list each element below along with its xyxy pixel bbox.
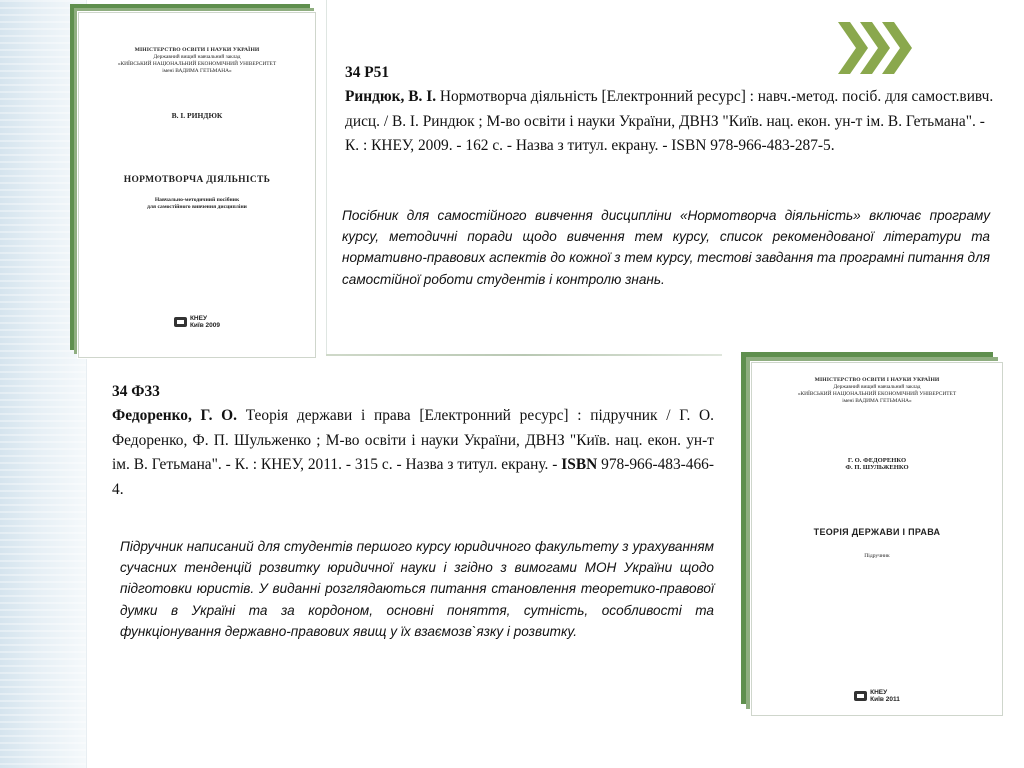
cover-author: В. І. РИНДЮК	[171, 111, 223, 120]
book1-annotation: Посібник для самостійного вивчення дисципліни «Нормотворча діяльність» включає програму курсу, методичні поради щодо вивчення тем курсу, список рекомендованої літератури та нормативно-правових аспектів до кожної з тем курсу, тестові завдання та програмні питання для самостійної роботи студентів і контролю знань.	[342, 208, 990, 287]
divider-horizontal	[326, 354, 722, 356]
book2-isbn-label: ISBN	[561, 456, 598, 474]
book1-code: 34 Р51	[345, 64, 390, 81]
cover-institution: імені ВАДИМА ГЕТЬМАНА»	[842, 398, 912, 404]
cover-author: Г. О. ФЕДОРЕНКО	[847, 457, 907, 464]
cover-ministry: МІНІСТЕРСТВО ОСВІТИ І НАУКИ УКРАЇНИ	[814, 377, 940, 383]
book1-citation-block	[345, 85, 995, 158]
cover-title: НОРМОТВОРЧА ДІЯЛЬНІСТЬ	[123, 175, 271, 185]
kneu-logo-icon	[174, 317, 187, 327]
book2-annotation: Підручник написаний для студентів першого курсу юридичного факультету з урахуванням сучасних тенденцій розвитку юридичної науки і згідно з вимогами МОН України щодо підготовки юристів. У виданні розглядаються питання становлення теоретико-правової думки в Україні та за кордоном, основні поняття, сутність, особливості та функціонування державно-правових явищ у їх взаємозв`язку і розвитку.	[120, 539, 714, 639]
cover-subtitle: Навчально-методичний посібник	[154, 197, 240, 203]
cover-city-year: Київ 2011	[870, 696, 900, 703]
cover-institution: Державний вищий навчальний заклад	[153, 54, 241, 60]
book1-author: Риндюк, В. І.	[345, 88, 437, 106]
cover-title: ТЕОРІЯ ДЕРЖАВИ І ПРАВА	[813, 527, 941, 537]
book2-cover[interactable]	[741, 352, 1003, 714]
cover-logo	[752, 689, 1002, 703]
book2-isbn-value: 978-966-483-466-4.	[112, 456, 714, 498]
cover-city-year: Київ 2009	[189, 322, 221, 329]
book2-citation: Теорія держави і права [Електронний ресурс] : підручник / Г. О. Федоренко, Ф. П. Шульженко ; М-во освіти і науки України, ДВНЗ "Київ. нац. екон. ун-т ім. В. Гетьмана". - К. : КНЕУ, 2011. - 315 с. - Назва з титул. екрану. -	[112, 407, 714, 474]
cover-institution: імені ВАДИМА ГЕТЬМАНА»	[162, 68, 232, 74]
cover-logo	[79, 315, 315, 329]
cover-subtitle: для самостійного вивчення дисципліни	[147, 204, 247, 210]
book2-author: Федоренко, Г. О.	[112, 407, 237, 425]
cover-institution: Державний вищий навчальний заклад	[833, 384, 921, 390]
cover-institution: «КИЇВСЬКИЙ НАЦІОНАЛЬНИЙ ЕКОНОМІЧНИЙ УНІВЕРСИТЕТ	[797, 391, 957, 397]
cover-ministry: МІНІСТЕРСТВО ОСВІТИ І НАУКИ УКРАЇНИ	[134, 47, 260, 53]
cover-logo-text: КНЕУ	[870, 689, 888, 696]
cover-logo-text: КНЕУ	[189, 315, 208, 322]
cover-subtitle: Підручник	[864, 553, 890, 559]
book1-cover[interactable]	[70, 4, 318, 358]
kneu-logo-icon	[854, 691, 867, 701]
cover-page	[78, 12, 316, 358]
cover-institution: «КИЇВСЬКИЙ НАЦІОНАЛЬНИЙ ЕКОНОМІЧНИЙ УНІВЕРСИТЕТ	[117, 61, 277, 67]
book2-code: 34 Ф33	[112, 383, 160, 400]
cover-author: Ф. П. ШУЛЬЖЕНКО	[845, 464, 909, 471]
cover-page	[751, 362, 1003, 716]
book2-citation-block	[112, 404, 714, 502]
book1-citation: Нормотворча діяльність [Електронний ресурс] : навч.-метод. посіб. для самост.вивч. дисц. / В. І. Риндюк ; М-во освіти і науки України, ДВНЗ "Київ. нац. екон. ун-т ім. В. Гетьмана". - К. : КНЕУ, 2009. - 162 с. - Назва з титул. екрану. - ISBN 978-966-483-287-5.	[345, 88, 994, 155]
divider-vertical-top	[326, 0, 327, 356]
book2-entry	[112, 380, 714, 502]
book1-entry	[345, 61, 1005, 159]
